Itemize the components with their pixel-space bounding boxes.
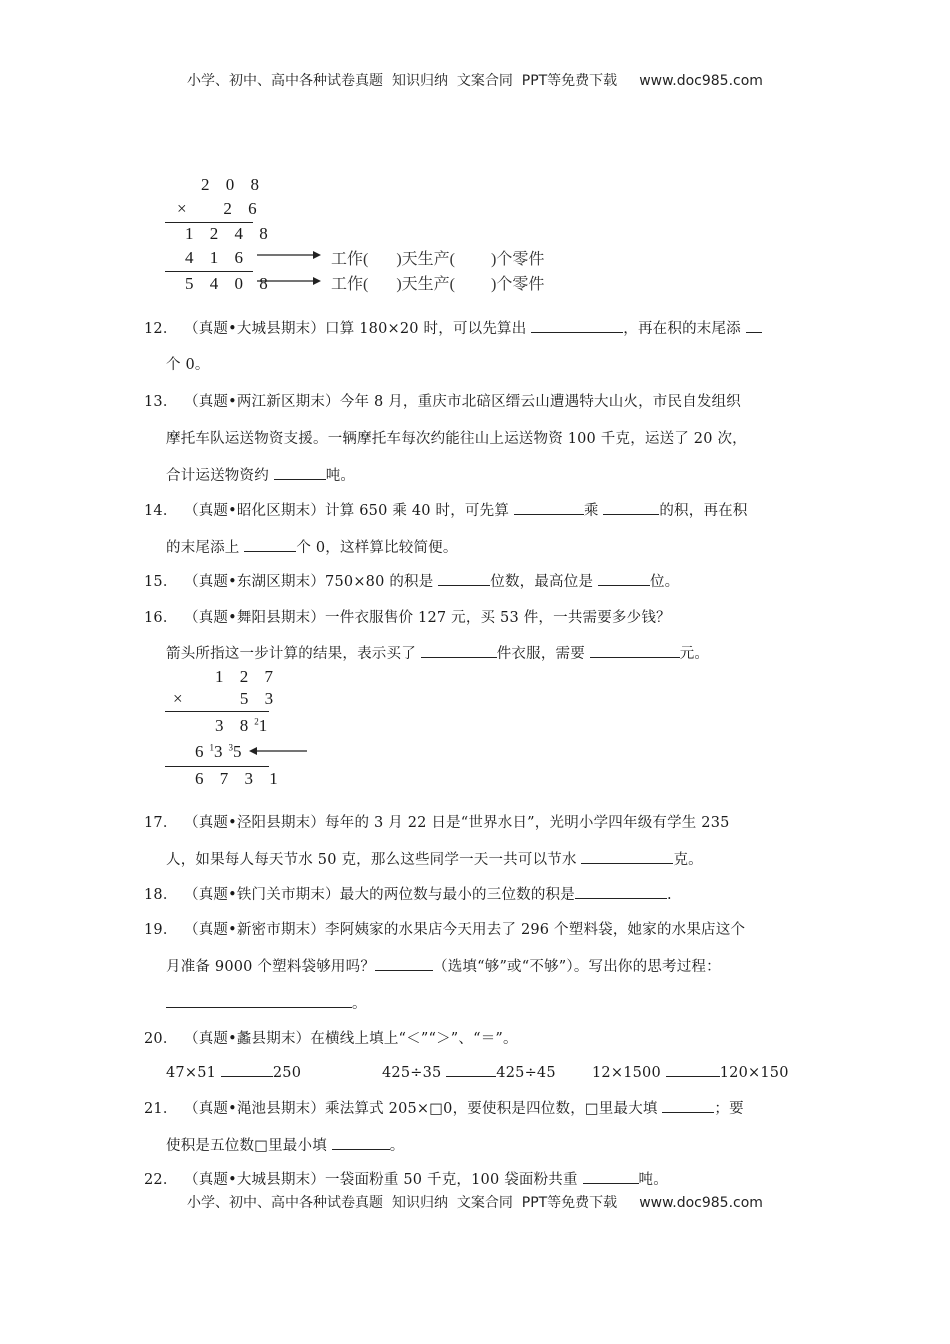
calc2-rule-2 [165,766,269,767]
question-text: . [666,887,672,903]
question-text: 克。 [673,852,703,868]
question-text: 件衣服，需要 [496,646,590,662]
question-text: 个 0，这样算比较简便。 [296,540,458,556]
answer-blank[interactable] [531,318,623,333]
question-text: （真题•铁门关市期末）最大的两位数与最小的三位数的积是 [184,887,575,903]
question-text: （真题•大城县期末）口算 180×20 时，可以先算出 [184,321,532,337]
calc2-row-partial-1: 3 $8^21$ [215,716,274,735]
question-17-cont [166,848,703,869]
question-text: 吨。 [325,468,356,484]
question-20-expr-2: 425÷35 425÷45 [382,1062,556,1081]
arrow-icon [257,249,321,261]
question-text: （真题•东湖区期末）750×80 的积是 [184,574,439,590]
question-16-cont [166,642,709,663]
answer-blank[interactable] [662,1098,714,1113]
question-number: 13． [144,394,178,410]
carry-digit: 3 [228,742,233,753]
question-16 [144,606,671,627]
question-14 [144,499,748,520]
question-number: 19． [144,922,178,938]
question-19 [144,918,745,939]
question-number: 21． [144,1101,178,1117]
page-header [0,70,950,90]
question-17 [144,811,730,832]
calc2-rule-1 [165,711,269,712]
answer-blank[interactable] [581,849,673,864]
header-url[interactable]: www.doc985.com [639,73,763,89]
arrow-icon [257,275,321,287]
question-15 [144,570,679,591]
question-text: 的积，再在积 [659,503,748,519]
question-text: （真题•两江新区期末）今年 8 月，重庆市北碚区缙云山遭遇特大山火，市民自发组织 [184,394,741,410]
question-text: 。 [389,1138,405,1154]
question-text: 人，如果每人每天节水 50 克，那么这些同学一天一共可以节水 [166,852,582,868]
answer-blank[interactable] [603,500,659,515]
calc1-row-product: 5 4 0 8 [185,274,274,293]
question-text: 月准备 9000 个塑料袋够用吗？ [166,959,376,975]
question-21-cont [166,1134,404,1155]
calc2-row-product: 6 7 3 1 [195,769,284,788]
answer-blank[interactable] [575,884,667,899]
question-21 [144,1097,744,1118]
calc2-row-partial-2: $6^13^35$ [195,742,248,761]
calc2-row-multiplier: × 5 3 [173,689,280,708]
answer-blank[interactable] [438,571,490,586]
answer-blank[interactable] [598,571,650,586]
question-12-cont [166,353,210,374]
question-20-expr-1: 47×51 250 [166,1062,301,1081]
question-text: （真题•泾阳县期末）每年的 3 月 22 日是“世界水日”，光明小学四年级有学生 235 [184,815,730,831]
answer-blank[interactable] [421,643,497,658]
calc1-note-1: 工作( )天生产( )个零件 [331,251,545,268]
calc1-rule-2 [165,271,253,272]
question-text: （真题•舞阳县期末）一件衣服售价 127 元，买 53 件，一共需要多少钱？ [184,610,671,626]
answer-blank[interactable] [590,643,680,658]
answer-blank[interactable] [666,1062,720,1077]
calc1-note-2: 工作( )天生产( )个零件 [331,276,545,293]
question-text: （真题•渑池县期末）乘法算式 205×□0，要使积是四位数，□里最大填 [184,1101,663,1117]
question-number: 15． [144,574,178,590]
vertical-multiplication-2 [165,665,325,789]
calc1-row-partial-1: 1 2 4 8 [185,224,274,243]
question-text: （选填“够”或“不够”）。写出你的思考过程： [433,959,721,975]
answer-blank[interactable] [583,1169,639,1184]
answer-blank[interactable] [221,1062,273,1077]
question-18 [144,883,672,904]
question-text: 使积是五位数□里最小填 [166,1138,332,1154]
question-13-cont [166,464,355,485]
question-text: 位数，最高位是 [490,574,598,590]
question-text: 吨。 [638,1172,668,1188]
question-19-cont [166,955,721,976]
question-text: 乘 [583,503,604,519]
question-20-expr-3: 12×1500 120×150 [592,1062,789,1081]
question-number: 12． [144,321,178,337]
question-text: ；要 [714,1101,744,1117]
header-text: 小学、初中、高中各种试卷真题 知识归纳 文案合同 PPT等免费下载 [187,73,618,89]
answer-blank[interactable] [375,956,433,971]
question-20 [144,1027,518,1048]
vertical-multiplication-1 [165,172,615,297]
question-text: 摩托车队运送物资支援。一辆摩托车每次约能往山上运送物资 100 千克，运送了 20 次， [166,431,747,447]
question-text: （真题•新密市期末）李阿姨家的水果店今天用去了 296 个塑料袋，她家的水果店这个 [184,922,746,938]
question-number: 22． [144,1172,178,1188]
question-text: ，再在积的末尾添 [623,321,746,337]
calc1-row-partial-2: 4 1 6 [185,248,249,267]
question-14-cont [166,536,458,557]
question-text: （真题•蠡县期末）在横线上填上“＜”“＞”、“＝”。 [184,1031,518,1047]
calc1-rule-1 [165,222,253,223]
calc1-row-multiplicand: 2 0 8 [201,175,265,194]
footer-url[interactable]: www.doc985.com [639,1195,763,1211]
question-text: 元。 [679,646,710,662]
question-text: 箭头所指这一步计算的结果，表示买了 [166,646,421,662]
question-text: 合计运送物资约 [166,468,274,484]
answer-blank[interactable] [514,500,584,515]
carry-digit: 2 [254,716,259,727]
question-text: 个 0。 [166,357,210,373]
answer-blank[interactable] [244,537,296,552]
carry-digit: 1 [209,742,214,753]
question-number: 17． [144,815,178,831]
question-text: 。 [352,996,367,1012]
calc2-row-multiplicand: 1 2 7 [215,667,279,686]
question-number: 16． [144,610,178,626]
question-number: 14． [144,503,178,519]
footer-text: 小学、初中、高中各种试卷真题 知识归纳 文案合同 PPT等免费下载 [187,1195,618,1211]
answer-blank[interactable] [332,1135,390,1150]
question-text: （真题•昭化区期末）计算 650 乘 40 时，可先算 [184,503,514,519]
question-number: 20． [144,1031,178,1047]
answer-blank[interactable] [446,1062,496,1077]
answer-blank[interactable] [166,993,352,1008]
page-footer [0,1192,950,1212]
question-19-cont [166,992,367,1013]
question-text: 位。 [649,574,680,590]
answer-blank[interactable] [746,318,762,333]
question-12 [144,317,762,338]
question-13 [144,390,741,411]
answer-blank[interactable] [274,465,326,480]
question-22 [144,1168,668,1189]
arrow-left-icon [249,745,307,757]
question-13-cont [166,427,747,448]
question-text: （真题•大城县期末）一袋面粉重 50 千克，100 袋面粉共重 [184,1172,583,1188]
question-text: 的末尾添上 [166,540,245,556]
calc1-row-multiplier: × 2 6 [177,199,263,218]
question-number: 18． [144,887,178,903]
